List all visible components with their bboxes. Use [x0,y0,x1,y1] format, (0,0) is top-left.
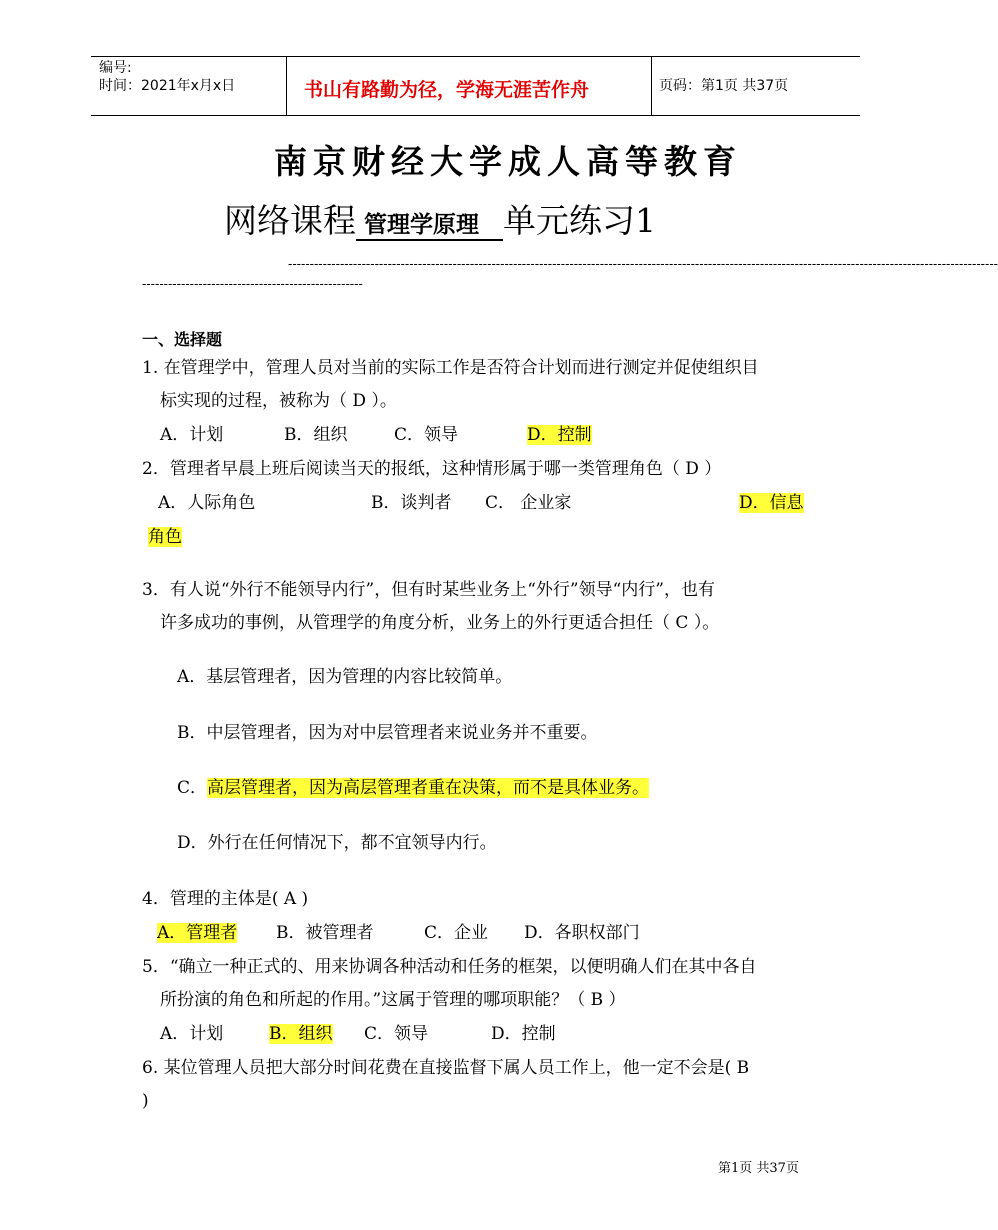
header-motto: 书山有路勤为径，学海无涯苦作舟 [304,79,590,101]
q5-option-b-answer: B．组织 [269,1024,333,1044]
q3-option-c-answer: 高层管理者，因为高层管理者重在决策，而不是具体业务。 [207,778,650,798]
q3-stem-line2: 许多成功的事例，从管理学的角度分析，业务上的外行更适合担任（ C ）。 [160,613,720,633]
separator-dashes-2: --------------------------------------------------- [142,276,363,291]
page-subtitle [224,195,656,242]
q3-option-d: D．外行在任何情况下，都不宜领导内行。 [177,833,497,853]
q6-stem-line1: 6. 某位管理人员把大部分时间花费在直接监督下属人员工作上，他一定不会是( B [142,1058,750,1078]
q3-option-b: B．中层管理者，因为对中层管理者来说业务并不重要。 [177,723,598,743]
q2-option-d-answer-cont: 角色 [148,527,182,547]
q5-option-d: D．控制 [491,1024,556,1044]
q1-stem-line2: 标实现的过程，被称为（ D ）。 [160,391,397,411]
q4-option-a-answer: A．管理者 [157,923,238,943]
q3-stem-line1: 3．有人说“外行不能领导内行”，但有时某些业务上“外行”领导“内行”，也有 [142,580,715,600]
page-footer: 第1页 共37页 [718,1161,799,1176]
course-name [356,212,503,238]
q5-option-a: A．计划 [160,1024,224,1044]
q2-option-a: A．人际角色 [158,493,256,513]
subtitle-prefix: 网络课程 [224,201,356,240]
q1-option-a: A．计划 [160,425,224,445]
q3-option-a: A．基层管理者，因为管理的内容比较简单。 [177,667,513,687]
doc-code-label: 编号: [99,60,132,76]
header-top-border [91,56,860,57]
page-title: 南京财经大学成人高等教育 [274,142,742,181]
q6-stem-line2: ) [142,1091,149,1111]
doc-time-label: 时间：2021年x月x日 [99,78,236,94]
q2-option-b: B．谈判者 [371,493,452,513]
q3-option-c [177,778,649,798]
q1-option-b: B．组织 [284,425,348,445]
subtitle-suffix: 单元练习1 [503,201,657,240]
q4-option-b: B．被管理者 [276,923,374,943]
q2-option-d-answer: D．信息 [739,493,804,513]
q1-option-d-answer: D．控制 [527,425,592,445]
q5-stem-line2: 所扮演的角色和所起的作用。”这属于管理的哪项职能？（ B ） [160,990,626,1010]
q5-option-c: C．领导 [364,1024,429,1044]
q4-option-d: D．各职权部门 [524,923,640,943]
course-name-text: 管理学原理 [364,212,480,238]
header-page-info: 页码：第1页 共37页 [659,78,789,94]
q4-option-c: C．企业 [424,923,489,943]
section-heading: 一、选择题 [142,330,223,349]
q1-stem-line1: 1. 在管理学中，管理人员对当前的实际工作是否符合计划而进行测定并促使组织目 [142,358,759,378]
header-divider-left [286,56,287,115]
q2-stem: 2．管理者早晨上班后阅读当天的报纸，这种情形属于哪一类管理角色（ D ） [142,459,722,479]
header-divider-right [651,56,652,115]
q5-stem-line1: 5．“确立一种正式的、用来协调各种活动和任务的框架，以便明确人们在其中各自 [142,957,757,977]
q1-option-c: C．领导 [394,425,459,445]
q3-option-c-prefix: C． [177,778,208,798]
separator-dashes-1: -------------------------------------------------------------------------------------------------------------------------------------------------------------------- [288,256,998,271]
header-bottom-border [91,115,860,116]
q4-stem: 4．管理的主体是( A ) [142,889,309,909]
q2-option-c: C． 企业家 [485,493,572,513]
